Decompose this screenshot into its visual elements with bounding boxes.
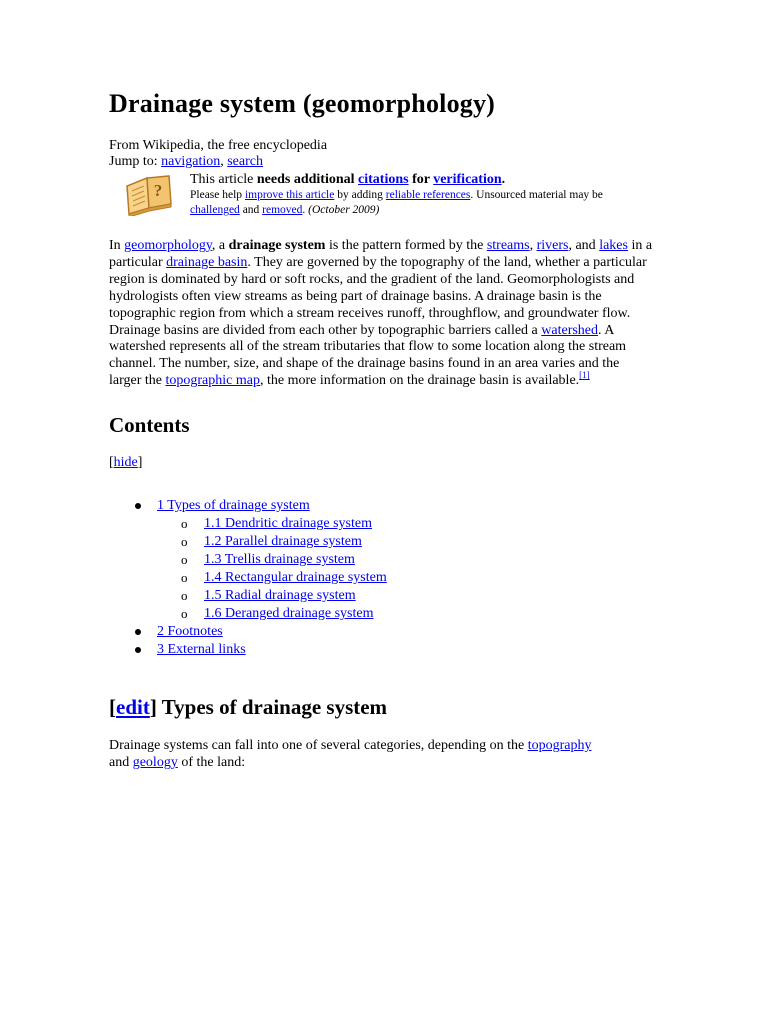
intro-text: , and — [568, 238, 600, 253]
section-title: Types of drainage system — [156, 695, 388, 720]
notice-period: . — [501, 172, 506, 187]
contents-heading: Contents — [109, 413, 190, 438]
sub-bullet: o — [181, 588, 188, 604]
citation-notice — [109, 172, 669, 216]
toc-subitem — [109, 515, 669, 533]
verification-link[interactable]: verification — [433, 172, 502, 187]
topographic-map-link[interactable]: topographic map — [165, 373, 260, 389]
edit-bracket-close: ] — [149, 695, 157, 720]
notice-bold: needs additional — [256, 172, 359, 187]
hide-toc-link[interactable]: hide — [113, 455, 138, 471]
jump-to-label: Jump to: — [109, 154, 162, 169]
notice-and: and — [239, 204, 263, 216]
intro-paragraph — [109, 238, 654, 390]
sub-bullet: o — [181, 534, 188, 550]
book-question-icon — [123, 172, 175, 216]
rivers-link[interactable]: rivers — [536, 238, 569, 253]
toc-item — [109, 623, 669, 641]
intro-text: , a — [211, 238, 229, 253]
search-link[interactable]: search — [227, 154, 263, 169]
toc-subitem — [109, 605, 669, 623]
toc-link-rectangular[interactable]: 1.4 Rectangular drainage system — [204, 570, 387, 586]
toc-link-types[interactable]: 1 Types of drainage system — [157, 498, 310, 514]
toc-subitem — [109, 569, 669, 587]
from-wikipedia-text: From Wikipedia, the free encyclopedia — [109, 138, 328, 153]
streams-link[interactable]: streams — [486, 238, 530, 253]
toc-link-parallel[interactable]: 1.2 Parallel drainage system — [204, 534, 362, 550]
intro-bold-term: drainage system — [228, 238, 326, 253]
improve-article-link[interactable]: improve this article — [244, 189, 335, 201]
svg-text:?: ? — [153, 181, 163, 200]
notice-date: (October 2009) — [308, 204, 380, 216]
notice-dot: . — [302, 204, 309, 216]
lakes-link[interactable]: lakes — [599, 238, 628, 253]
sub-bullet: o — [181, 606, 188, 622]
sub-bullet: o — [181, 570, 188, 586]
toc-link-external-links[interactable]: 3 External links — [157, 642, 246, 658]
edit-bracket-open: [ — [109, 695, 116, 720]
article — [109, 88, 669, 771]
geology-link[interactable]: geology — [132, 755, 178, 771]
notice-text — [190, 172, 670, 218]
notice-help-text: Please help — [190, 189, 245, 201]
toggle-bracket-close: ] — [137, 455, 143, 471]
toc-item — [109, 641, 669, 659]
removed-link[interactable]: removed — [262, 204, 303, 216]
drainage-basin-link[interactable]: drainage basin — [166, 254, 248, 270]
section-text: Drainage systems can fall into one of several categories, depending on the — [109, 738, 528, 754]
toc-link-dendritic[interactable]: 1.1 Dendritic drainage system — [204, 516, 372, 532]
notice-text-a: This article — [190, 172, 257, 187]
navigation-link[interactable]: navigation — [161, 154, 221, 169]
toc-subitem — [109, 587, 669, 605]
jump-to — [109, 154, 669, 170]
reference-1-link[interactable]: [1] — [579, 370, 590, 381]
notice-unsourced: . Unsourced material may be — [470, 189, 603, 201]
site-subtitle — [109, 138, 669, 170]
notice-bold-for: for — [408, 172, 434, 187]
geomorphology-link[interactable]: geomorphology — [124, 238, 212, 253]
toc-toggle — [109, 455, 669, 471]
section-paragraph — [109, 737, 669, 771]
table-of-contents — [109, 497, 669, 659]
section-heading — [109, 695, 669, 719]
toc-link-radial[interactable]: 1.5 Radial drainage system — [204, 588, 356, 604]
sub-bullet: o — [181, 516, 188, 532]
toc-subitem — [109, 551, 669, 569]
notice-line-1 — [190, 172, 670, 188]
reliable-references-link[interactable]: reliable references — [385, 189, 471, 201]
toggle-bracket-open: [ — [109, 455, 114, 471]
intro-text: , the more information on the drainage basin is available. — [259, 373, 580, 389]
intro-text: in a particular — [109, 238, 653, 270]
topography-link[interactable]: topography — [527, 738, 592, 754]
section-text: of the land: — [177, 755, 246, 771]
toc-link-deranged[interactable]: 1.6 Deranged drainage system — [204, 606, 374, 622]
notice-by-adding: by adding — [334, 189, 386, 201]
toc-link-footnotes[interactable]: 2 Footnotes — [157, 624, 223, 640]
toc-item — [109, 497, 669, 515]
section-text: and — [109, 755, 133, 771]
intro-text: is the pattern formed by the — [325, 238, 487, 253]
watershed-link[interactable]: watershed — [541, 322, 599, 338]
challenged-link[interactable]: challenged — [190, 204, 240, 216]
intro-text: . They are governed by the topography of the land, whether a particular region is dominated by hard or soft rocks, and the gradient of the land. Geomorphologists and hydrologists often view streams as being part of drainage basins. A drainage basin is the topographic region from which a stream receives runoff, throughflow, and groundwater flow. Drainage basins are divided from each other by topographic barriers called a — [109, 254, 647, 338]
page-title: Drainage system (geomorphology) — [109, 89, 496, 118]
intro-text: In — [109, 238, 125, 253]
intro-text: . A watershed represents all of the stream tributaries that flow to some location along the stream channel. The number, size, and shape of the drainage basins found in an area varies and the larger the — [109, 322, 627, 389]
toc-link-trellis[interactable]: 1.3 Trellis drainage system — [204, 552, 355, 568]
edit-section-link[interactable]: edit — [116, 695, 150, 720]
toc-subitem — [109, 533, 669, 551]
notice-line-2 — [190, 188, 670, 218]
citations-link[interactable]: citations — [358, 172, 409, 187]
jump-separator: , — [220, 154, 228, 169]
intro-text: , — [529, 238, 537, 253]
sub-bullet: o — [181, 552, 188, 568]
